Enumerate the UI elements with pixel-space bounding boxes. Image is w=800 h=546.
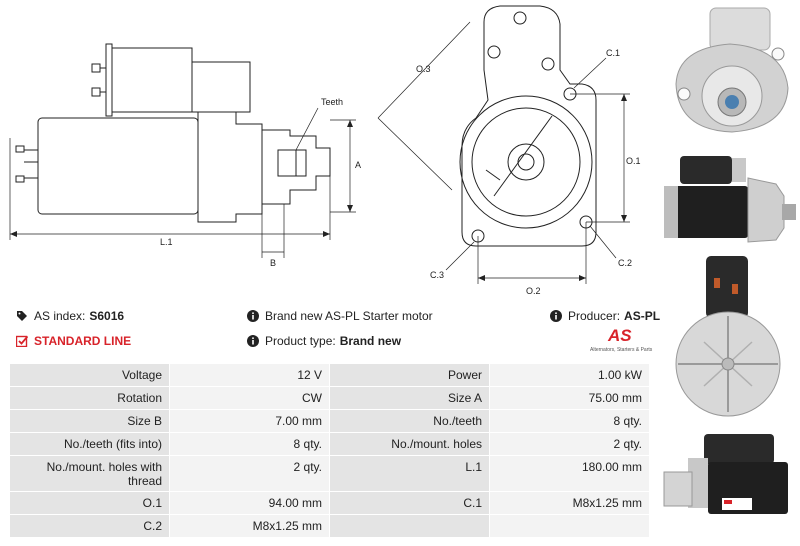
dim-label-o3: O.3: [416, 64, 431, 74]
product-type-value: Brand new: [339, 334, 402, 348]
spec-key: No./teeth: [330, 410, 490, 433]
table-row: [10, 456, 650, 492]
dim-label-l1: L.1: [160, 237, 173, 247]
product-type: [247, 334, 401, 348]
spec-value: 7.00 mm: [170, 410, 330, 433]
spec-key: No./mount. holes: [330, 433, 490, 456]
product-photo-rear[interactable]: [658, 254, 800, 418]
spec-key: No./teeth (fits into): [10, 433, 170, 456]
table-row: [10, 515, 650, 538]
spec-key: Voltage: [10, 364, 170, 387]
standard-line-label: STANDARD LINE: [34, 334, 132, 348]
spec-key: [330, 515, 490, 538]
dim-label-o1: O.1: [626, 156, 641, 166]
product-photo-side[interactable]: [658, 148, 800, 248]
description-text: Brand new AS-PL Starter motor: [265, 309, 433, 323]
spec-value: 1.00 kW: [490, 364, 650, 387]
as-pl-logo: [590, 326, 652, 356]
spec-value: 2 qty.: [170, 456, 330, 492]
front-flange: [462, 6, 596, 246]
spec-value: 2 qty.: [490, 433, 650, 456]
product-photo-column: [658, 0, 800, 546]
producer-value: AS-PL: [624, 309, 661, 323]
spec-value: 94.00 mm: [170, 492, 330, 515]
dim-label-c3: C.3: [430, 270, 445, 280]
dim-label-teeth: Teeth: [321, 97, 344, 107]
dim-label-a: A: [355, 160, 362, 170]
specification-table: [9, 363, 650, 538]
info-icon: [550, 310, 562, 322]
dim-label-c1: C.1: [606, 48, 621, 58]
spec-value: [490, 515, 650, 538]
spec-value: 8 qty.: [170, 433, 330, 456]
product-photo-front[interactable]: [658, 4, 800, 142]
table-row: [10, 364, 650, 387]
table-row: [10, 410, 650, 433]
spec-value: M8x1.25 mm: [170, 515, 330, 538]
table-row: [10, 433, 650, 456]
spec-key: C.1: [330, 492, 490, 515]
logo-mark: AS: [608, 326, 632, 345]
spec-key: O.1: [10, 492, 170, 515]
as-index: [16, 309, 124, 323]
producer: [550, 309, 660, 323]
starter-dimension-drawing: [0, 0, 660, 300]
logo-subtitle: Alternators, Starters & Parts: [590, 347, 653, 353]
spec-value: 180.00 mm: [490, 456, 650, 492]
spec-key: Size A: [330, 387, 490, 410]
starter-side-image-2: [658, 428, 800, 532]
spec-value: M8x1.25 mm: [490, 492, 650, 515]
as-index-label: AS index:: [34, 309, 86, 323]
tag-icon: [16, 310, 28, 322]
as-index-value: S6016: [89, 309, 125, 323]
solenoid-body: [112, 48, 192, 112]
starter-front-image: [658, 4, 800, 142]
spec-key: Rotation: [10, 387, 170, 410]
technical-drawing: [0, 0, 660, 300]
spec-key: C.2: [10, 515, 170, 538]
dim-label-o2: O.2: [526, 286, 541, 296]
checkbox-checked-icon: [16, 335, 28, 347]
product-photo-side-2[interactable]: [658, 428, 800, 532]
info-icon: [247, 335, 259, 347]
starter-rear-image: [658, 254, 800, 418]
dim-label-c2: C.2: [618, 258, 633, 268]
motor-body: [38, 118, 198, 214]
standard-line: [16, 334, 131, 348]
spec-key: L.1: [330, 456, 490, 492]
spec-value: 8 qty.: [490, 410, 650, 433]
info-icon: [247, 310, 259, 322]
dim-label-b: B: [270, 258, 277, 268]
spec-key: No./mount. holes with thread: [10, 456, 170, 492]
front-pilot-outer: [460, 96, 592, 228]
table-row: [10, 387, 650, 410]
starter-side-image: [658, 148, 800, 248]
producer-label: Producer:: [568, 309, 621, 323]
spec-key: Power: [330, 364, 490, 387]
product-description: [247, 309, 433, 323]
spec-key: Size B: [10, 410, 170, 433]
spec-value: 75.00 mm: [490, 387, 650, 410]
spec-value: 12 V: [170, 364, 330, 387]
table-row: [10, 492, 650, 515]
product-type-label: Product type:: [265, 334, 336, 348]
spec-value: CW: [170, 387, 330, 410]
